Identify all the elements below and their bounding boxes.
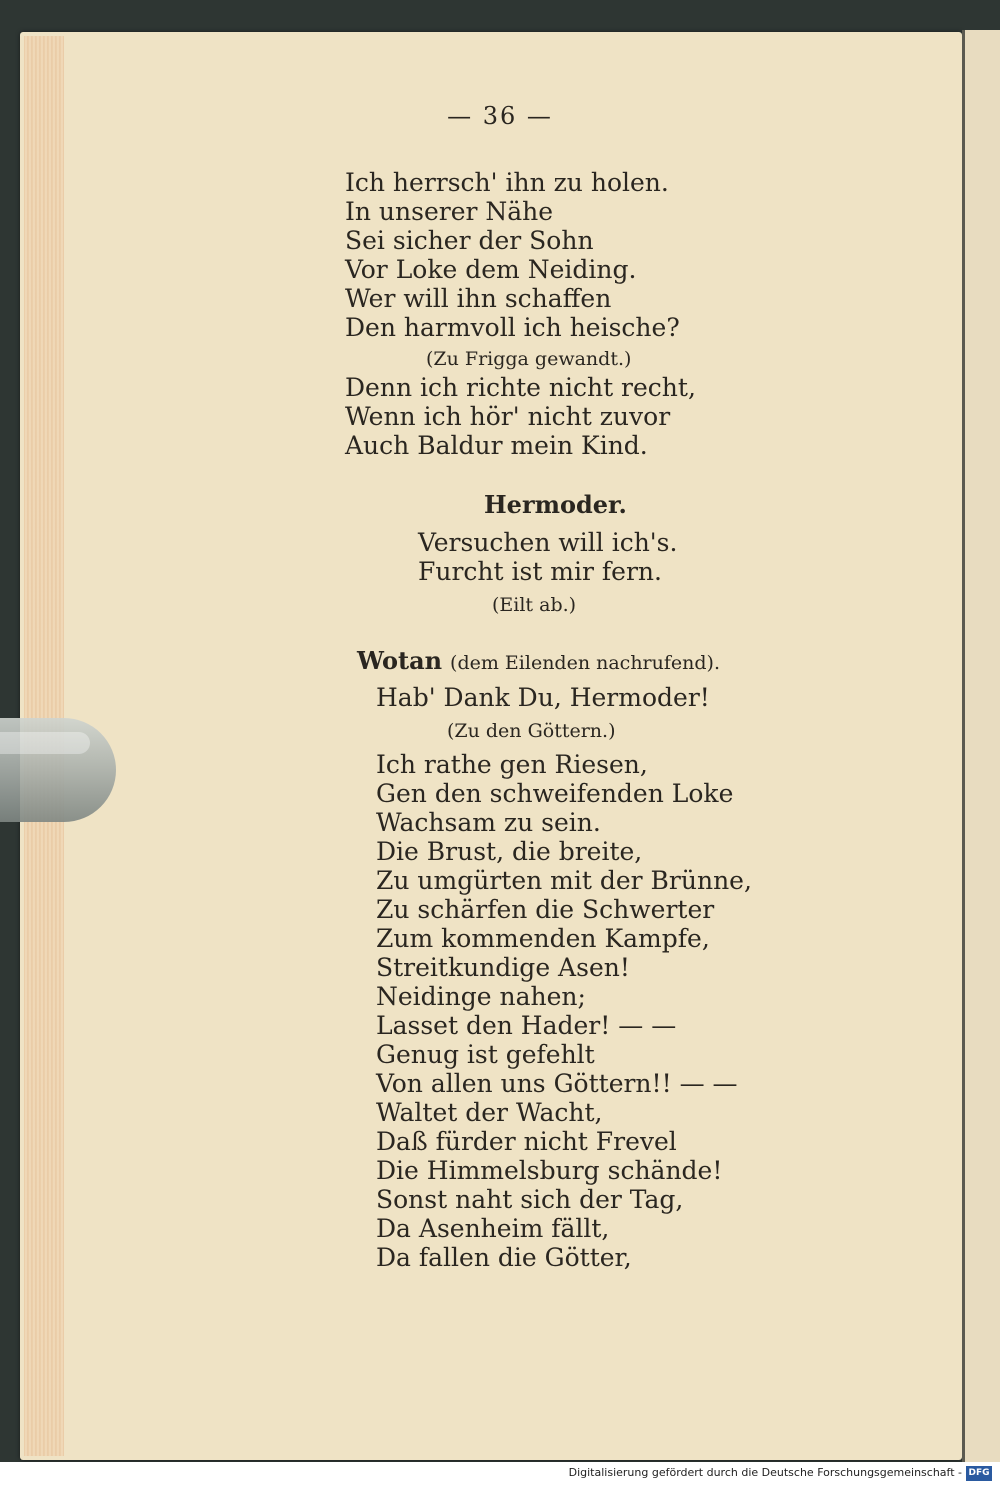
verse-line: Wenn ich hör' nicht zuvor: [345, 402, 671, 431]
verse-line: Waltet der Wacht,: [376, 1098, 603, 1127]
verse-line: Wachsam zu sein.: [376, 808, 601, 837]
page-number: — 36 —: [447, 102, 553, 130]
verse-line: Lasset den Hader! — —: [376, 1011, 677, 1040]
verse-line: Ich rathe gen Riesen,: [376, 750, 648, 779]
speaker-line: [357, 646, 720, 678]
speaker-name: Hermoder.: [484, 490, 627, 519]
verse-line: Hab' Dank Du, Hermoder!: [376, 683, 710, 712]
stage-direction: (Eilt ab.): [492, 594, 577, 616]
stage-direction: (Zu Frigga gewandt.): [426, 348, 632, 370]
speaker-name: Wotan: [357, 646, 443, 675]
verse-line: Da Asenheim fällt,: [376, 1214, 610, 1243]
dfg-logo: DFG: [966, 1466, 992, 1481]
stage-direction: (dem Eilenden nachrufend).: [450, 652, 720, 674]
verse-line: Da fallen die Götter,: [376, 1243, 632, 1272]
verse-line: Denn ich richte nicht recht,: [345, 373, 696, 402]
verse-line: Gen den schweifenden Loke: [376, 779, 734, 808]
verse-line: Wer will ihn schaffen: [345, 284, 612, 313]
verse-line: Neidinge nahen;: [376, 982, 586, 1011]
verse-line: Auch Baldur mein Kind.: [345, 431, 648, 460]
verse-line: Versuchen will ich's.: [418, 528, 678, 557]
verse-line: Den harmvoll ich heische?: [345, 313, 680, 342]
footer-credit: Digitalisierung gefördert durch die Deutsche Forschungsgemeinschaft -: [568, 1466, 962, 1479]
verse-line: Zu schärfen die Schwerter: [376, 895, 715, 924]
verse-line: Von allen uns Göttern!! — —: [376, 1069, 738, 1098]
verse-line: Streitkundige Asen!: [376, 953, 630, 982]
verse-line: In unserer Nähe: [345, 197, 554, 226]
next-page-edge: [962, 30, 1000, 1462]
verse-line: Die Himmelsburg schände!: [376, 1156, 723, 1185]
verse-line: Die Brust, die breite,: [376, 837, 643, 866]
verse-line: Furcht ist mir fern.: [418, 557, 662, 586]
verse-line: Zum kommenden Kampfe,: [376, 924, 710, 953]
bookmark-shine: [0, 732, 90, 754]
verse-line: Sei sicher der Sohn: [345, 226, 594, 255]
stage-direction: (Zu den Göttern.): [447, 720, 616, 742]
verse-line: Genug ist gefehlt: [376, 1040, 595, 1069]
verse-line: Daß fürder nicht Frevel: [376, 1127, 677, 1156]
verse-line: Ich herrsch' ihn zu holen.: [345, 168, 669, 197]
verse-line: Vor Loke dem Neiding.: [345, 255, 637, 284]
verse-line: Sonst naht sich der Tag,: [376, 1185, 684, 1214]
verse-line: Zu umgürten mit der Brünne,: [376, 866, 752, 895]
